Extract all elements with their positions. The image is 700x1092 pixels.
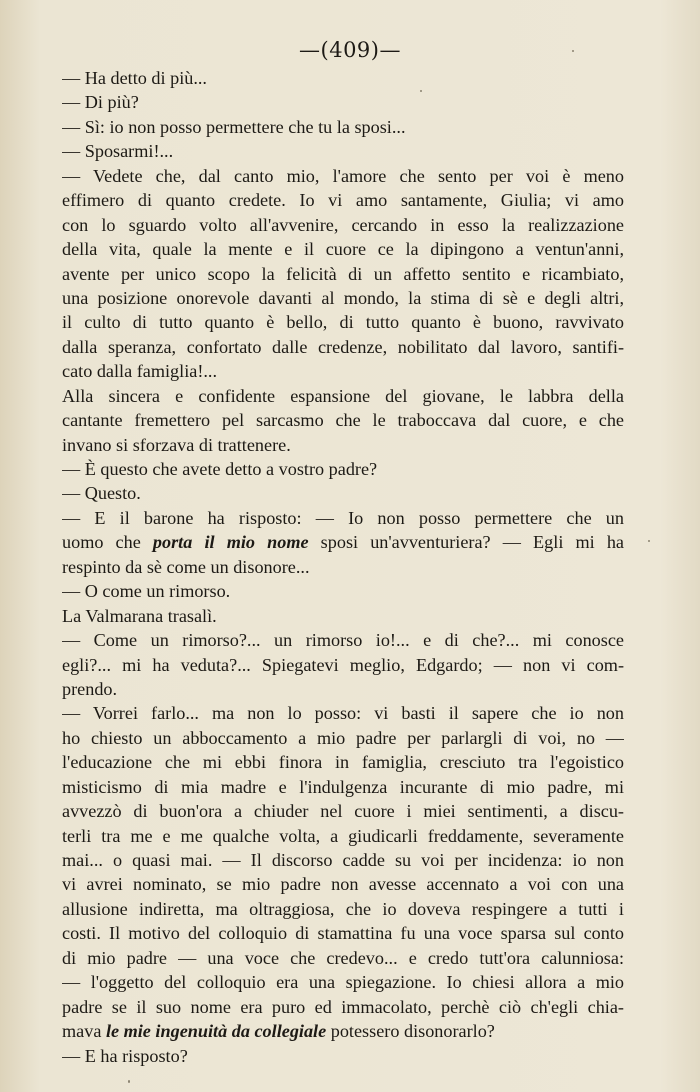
text-line: — Sì: io non posso permettere che tu la sposi... <box>62 116 406 137</box>
text-line: — Sposarmi!... <box>62 141 174 162</box>
text-line: — Vedete che, dal canto mio, l'amore che sento per voi è meno <box>62 165 624 186</box>
text-line: l'educazione che mi ebbi finora in famiglia, cresciuto tra l'egoistico <box>62 752 624 773</box>
text-line: cantante fremettero pel sarcasmo che le traboccava dal cuore, e che <box>62 410 624 431</box>
text-line: — E il barone ha risposto: — Io non posso permettere che un <box>62 507 624 528</box>
text-run: potessero disonorarlo? <box>326 1021 495 1042</box>
text-line: — Vorrei farlo... ma non lo posso: vi basti il sapere che io non <box>62 703 624 724</box>
paper-speck <box>420 90 422 92</box>
text-line: avente per unico scopo la felicità di un affetto sentito e ricambiato, <box>62 263 624 284</box>
text-line: — Come un rimorso?... un rimorso io!... e di che?... mi conosce <box>62 630 624 651</box>
text-line: terli tra me e me qualche volta, a giudicarli freddamente, severamente <box>62 825 624 846</box>
text-line: La Valmarana trasalì. <box>62 605 217 626</box>
text-line <box>62 1019 624 1043</box>
text-line: — l'oggetto del colloquio era una spiegazione. Io chiesi allora a mio <box>62 972 624 993</box>
text-line: — Di più? <box>62 92 139 113</box>
text-line: invano si sforzava di trattenere. <box>62 434 291 455</box>
text-line: allusione indiretta, ma oltraggiosa, che io doveva respingere a tutti i <box>62 898 624 919</box>
text-line: padre se il suo nome era puro ed immacolato, perchè ciò ch'egli chia- <box>62 996 624 1017</box>
text-line: dalla speranza, confortato dalle credenze, nobilitato dal lavoro, santifi- <box>62 336 624 357</box>
text-line: — Questo. <box>62 483 141 504</box>
text-line: avvezzò di buon'ora a chiuder nel cuore i miei sentimenti, a discu- <box>62 801 624 822</box>
paper-speck <box>128 1080 130 1083</box>
text-line: effimero di quanto credete. Io vi amo santamente, Giulia; vi amo <box>62 190 624 211</box>
text-run: sposi un'avventuriera? — Egli mi ha <box>308 532 624 553</box>
text-line: — O come un rimorso. <box>62 581 231 602</box>
text-line: Alla sincera e confidente espansione del giovane, le labbra della <box>62 385 624 406</box>
text-line <box>62 530 624 554</box>
text-line: di mio padre — una voce che credevo... e credo tutt'ora calunniosa: <box>62 947 624 968</box>
text-line: — E ha risposto? <box>62 1045 188 1066</box>
text-line: vi avrei nominato, se mio padre non avesse accennato a voi con una <box>62 874 624 895</box>
text-line: costi. Il motivo del colloquio di stamattina fu una voce sparsa sul conto <box>62 923 624 944</box>
text-run: uomo che <box>62 532 153 553</box>
text-line: della vita, quale la mente e il cuore ce la dipingono a ventun'anni, <box>62 239 624 260</box>
body-text <box>62 66 624 1068</box>
page-number: —(409)— <box>299 38 401 62</box>
text-line: misticismo di mia madre e l'indulgenza incurante di mio padre, mi <box>62 776 624 797</box>
text-line: — Ha detto di più... <box>62 68 207 88</box>
text-line: mai... o quasi mai. — Il discorso cadde su voi per incidenza: io non <box>62 850 624 870</box>
text-line: — È questo che avete detto a vostro padre? <box>62 459 378 479</box>
emphasized-text: le mie ingenuità da collegiale <box>105 1021 327 1042</box>
paper-speck <box>572 50 574 52</box>
text-line: il culto di tutto quanto è bello, di tutto quanto è buono, ravvivato <box>62 312 624 333</box>
text-line: con lo sguardo volto all'avvenire, cercando in esso la realizzazione <box>62 214 624 235</box>
text-run: mava <box>62 1021 106 1042</box>
text-line: ho chiesto un abboccamento a mio padre per parlargli di voi, no — <box>62 727 624 748</box>
text-line: respinto da sè come un disonore... <box>62 556 310 577</box>
emphasized-text: porta il mio nome <box>152 532 309 553</box>
text-line: egli?... mi ha veduta?... Spiegatevi meglio, Edgardo; — non vi com- <box>62 654 624 675</box>
text-line: cato dalla famiglia!... <box>62 361 218 382</box>
text-line: una posizione onorevole davanti al mondo, la stima di sè e degli altri, <box>62 287 624 308</box>
paper-speck <box>648 540 650 542</box>
text-line: prendo. <box>62 678 118 699</box>
